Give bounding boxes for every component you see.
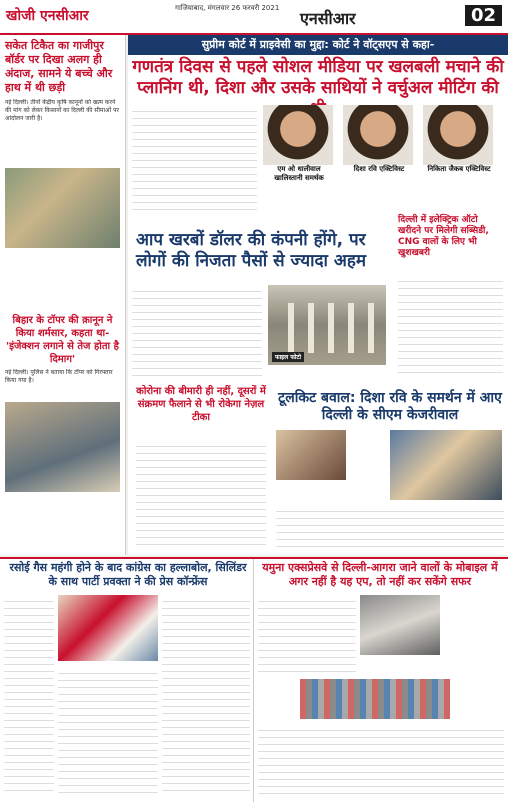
- privacy-story-body: [132, 285, 262, 380]
- court-pillar: [368, 303, 374, 353]
- left-column: [0, 35, 126, 555]
- toolkit-story-body: [276, 505, 504, 550]
- kejriwal-photo: [390, 430, 502, 500]
- supreme-court-photo: [268, 285, 386, 365]
- lpg-story-body-mid: [58, 667, 158, 797]
- traffic-photo: [300, 679, 450, 719]
- lead-headline: गणतंत्र दिवस से पहले सोशल मीडिया पर खलबली मचाने की प्लानिंग थी, दिशा और उसके साथियों ने वर्चुअल मीटिंग की: [132, 57, 504, 98]
- privacy-headline: आप खरबों डॉलर की कंपनी होंगे, पर लोगों की निजता पैसों से ज्यादा अहम: [136, 230, 367, 271]
- court-pillar: [308, 303, 314, 353]
- portrait-nikita: [423, 105, 495, 185]
- lead-story-body: [132, 105, 257, 215]
- main-section: [128, 35, 508, 555]
- issue-date: गाजियाबाद, मंगलवार 26 फरवरी 2021: [175, 4, 280, 12]
- toolkit-headline: टूलकिट बवाल: दिशा रवि के समर्थन में आए दिल्ली के सीएम केजरीवाल: [278, 390, 502, 423]
- left-story2-body: नई दिल्ली। पुलिस ने बताया कि टॉपर को गिरफ्तार किया गया है।: [5, 369, 113, 384]
- left-story1-body: नई दिल्ली। तीनों केंद्रीय कृषि कानूनों को खत्म करने की मांग को लेकर किसानों का दिल्ली की सीमाओं पर आंदोलन जारी है।: [5, 99, 119, 122]
- portrait-caption: एम ओ धालीवाल खालिस्तानी समर्थक: [274, 165, 324, 182]
- official-portrait-photo: [360, 595, 440, 655]
- column-divider: [253, 559, 254, 802]
- protest-photo: [5, 168, 120, 248]
- lpg-story-body-left: [4, 595, 54, 795]
- expressway-app-headline: यमुना एक्सप्रेसवे से दिल्ली-आगरा जाने वालों के मोबाइल में अगर नहीं है यह एप, तो नहीं कर सकेंगे सफर: [262, 561, 498, 588]
- portrait-photo: [423, 105, 493, 165]
- page-number: 02: [465, 5, 502, 26]
- left-story2-headline: बिहार के टॉपर की क़ानून ने किया शर्मसार, कहता था- 'इंजेक्शन लगाने से तेज होता है दिमाग': [6, 315, 119, 365]
- court-pillar: [348, 303, 354, 353]
- portrait-photo: [343, 105, 413, 165]
- kicker-banner: सुप्रीम कोर्ट में प्राइवेसी का मुद्दा: कोर्ट ने वॉट्सएप से कहा-: [128, 35, 508, 55]
- ev-subsidy-body: [398, 275, 503, 375]
- court-pillar: [288, 303, 294, 353]
- nasal-vaccine-body: [136, 440, 266, 550]
- classroom-photo: [5, 402, 120, 492]
- bottom-section: [0, 557, 508, 802]
- portrait-photo: [263, 105, 333, 165]
- newspaper-header: [0, 0, 508, 35]
- press-conference-photo: [58, 595, 158, 661]
- left-story1-headline: सकेत टिकैत का गाजीपुर बॉर्डर पर दिखा अलग ही अंदाज, सामने ये बच्चे और हाथ में थी छड़ी: [5, 39, 113, 94]
- lpg-protest-headline: रसोई गैस महंगी होने के बाद कांग्रेस का हल्लाबोल, सिलिंडर के साथ पार्टी प्रवक्ता ने की प्रेस कॉन्फ्रेंस: [9, 561, 247, 588]
- portrait-strip: [263, 105, 503, 185]
- portrait-caption: दिशा रवि एक्टिविस्ट: [353, 165, 405, 173]
- lpg-story-body-right: [162, 595, 250, 795]
- portrait-caption: निकिता जैकब एक्टिविस्ट: [427, 165, 491, 173]
- expressway-story-body-2: [258, 724, 504, 796]
- section-title: एनसीआर: [300, 9, 356, 28]
- photo-caption: फाइल फोटो: [272, 352, 304, 362]
- portrait-disha: [343, 105, 415, 185]
- left-story1-body-cont: [0, 251, 125, 311]
- court-pillar: [328, 303, 334, 353]
- ev-subsidy-headline: दिल्ली में इलेक्ट्रिक ऑटो खरीदने पर मिलेगी सब्सिडी, CNG वालों के लिए भी खुशखबरी: [398, 215, 489, 258]
- masthead: खोजी एनसीआर: [6, 8, 89, 24]
- portrait-dhaliwal: [263, 105, 335, 185]
- nasal-vaccine-headline: कोरोना की बीमारी ही नहीं, दूसरों में संक्रमण फैलाने से भी रोकेगा नेज़ल टीका: [136, 386, 266, 423]
- disha-photo: [276, 430, 346, 480]
- expressway-story-body: [258, 595, 356, 675]
